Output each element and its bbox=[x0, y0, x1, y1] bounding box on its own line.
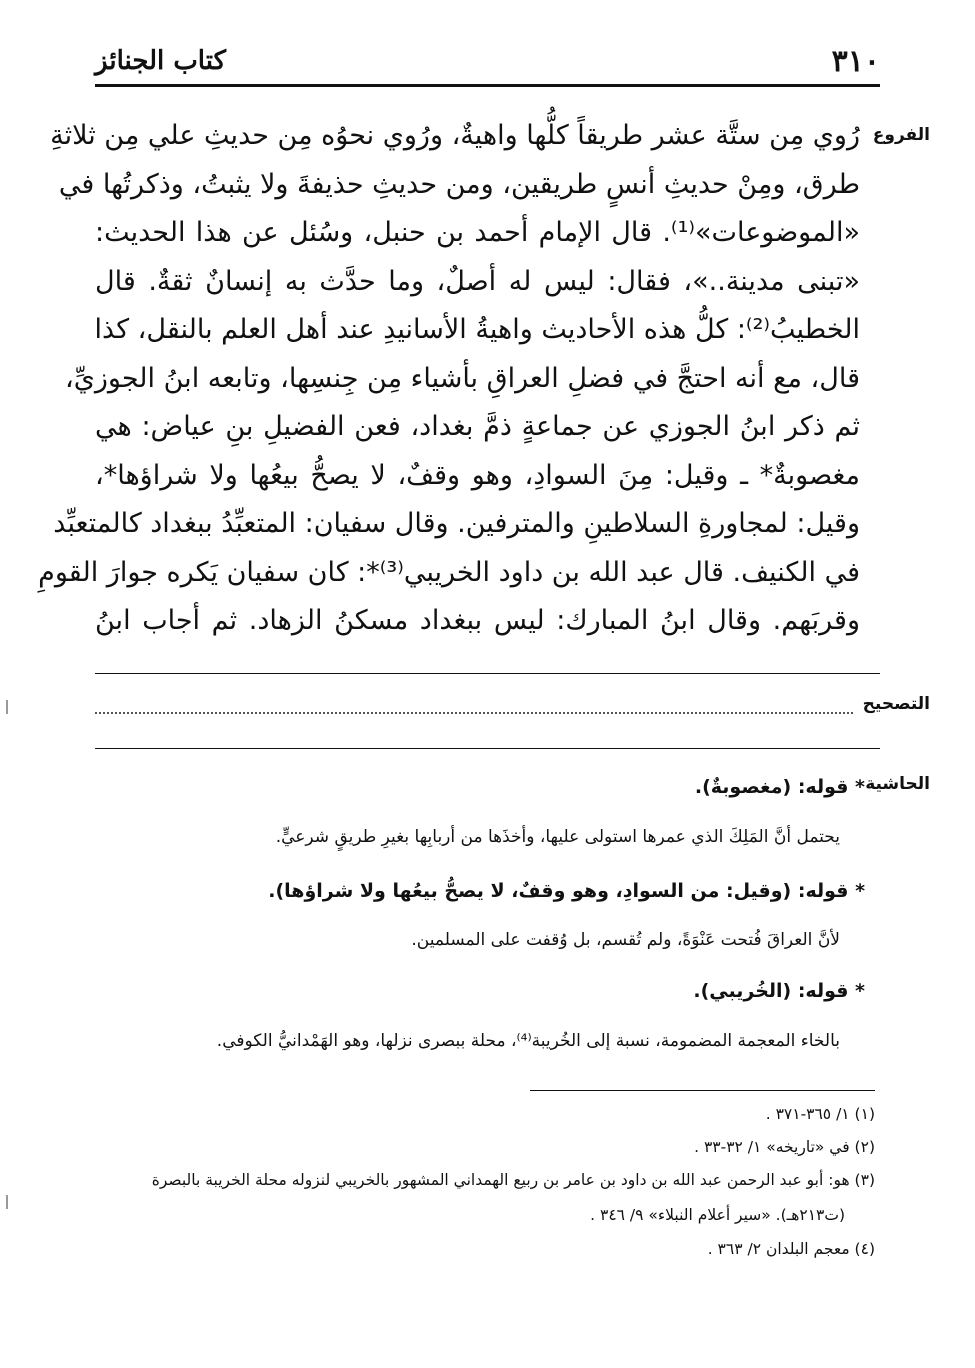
running-title: كتاب الجنائز bbox=[95, 46, 226, 76]
page-number: ٣١٠ bbox=[831, 44, 880, 79]
main-line: مغصوبةٌ* ـ وقيل: مِنَ السوادِ، وهو وقفٌ، لا يصحُّ بيعُها ولا شراؤها*، bbox=[95, 459, 860, 491]
header-rule bbox=[95, 84, 880, 87]
hashiya-explanation: بالخاء المعجمة المضمومة، نسبة إلى الخُريبة⁽⁴⁾، محلة ببصرى نزلها، وهو الهَمْدانيُّ الكوفي. bbox=[216, 1031, 840, 1051]
main-line: الخطيبُ⁽²⁾: كلُّ هذه الأحاديث واهيةُ الأسانيدِ عند أهل العلم بالنقل، كذا bbox=[94, 314, 860, 345]
main-line: رُوي مِن ستَّة عشر طريقاً كلُّها واهيةٌ، ورُوي نحوُه مِن حديثِ علي مِن ثلاثةِ bbox=[50, 120, 860, 151]
main-line: طرق، ومِنْ حديثِ أنسٍ طريقين، ومن حديثِ حذيفةَ ولا يثبتُ، وذكرتُها في bbox=[58, 168, 860, 200]
main-line: «تبنى مدينة..»، فقال: ليس له أصلٌ، وما حدَّث به إنسانٌ ثقةٌ. قال bbox=[95, 265, 860, 297]
footnote-continuation: (ت٢١٣هـ). «سير أعلام النبلاء» ٩/ ٣٤٦ . bbox=[590, 1206, 845, 1224]
hashiya-quote: * قوله: (وقيل: من السوادِ، وهو وقفٌ، لا يصحُّ بيعُها ولا شراؤها). bbox=[268, 880, 865, 902]
page-header bbox=[95, 40, 880, 80]
scan-margin-mark bbox=[6, 1195, 8, 1209]
hashiya-explanation: لأنَّ العراقَ فُتحت عَنْوَةً، ولم تُقسم، بل وُقفت على المسلمين. bbox=[411, 930, 840, 950]
section-label-furu: الفروع bbox=[872, 125, 930, 145]
section-label-tashih: التصحيح bbox=[862, 694, 930, 714]
main-text bbox=[38, 112, 860, 646]
hashiya-quote: * قوله: (مغصوبةٌ). bbox=[694, 776, 865, 798]
main-line: في الكنيف. قال عبد الله بن داود الخريبي⁽³⁾*: كان سفيان يَكره جوارَ القومِ bbox=[38, 556, 860, 588]
main-line: وقربَهم. وقال ابنُ المبارك: ليس ببغداد مسكنُ الزهاد. ثم أجاب ابنُ bbox=[95, 605, 860, 636]
main-line: وقيل: لمجاورةِ السلاطينِ والمترفين. وقال سفيان: المتعبِّدُ ببغداد كالمتعبِّد bbox=[53, 508, 860, 539]
hashiya-quote: * قوله: (الخُريبي). bbox=[693, 980, 865, 1002]
footnote-rule bbox=[530, 1090, 875, 1091]
main-line: قال، مع أنه احتجَّ في فضلِ العراقِ بأشياء مِن جِنسِها، وتابعه ابنُ الجوزيِّ، bbox=[65, 362, 860, 394]
tashih-dotted-line bbox=[95, 712, 853, 714]
main-line: ثم ذكر ابنُ الجوزي عن جماعةٍ ذمَّ بغداد، فعن الفضيلِ بنِ عياض: هي bbox=[95, 411, 860, 442]
main-line: «الموضوعات»⁽¹⁾. قال الإمام أحمد بن حنبل، وسُئل عن هذا الحديث: bbox=[95, 217, 860, 248]
footnote: (٤) معجم البلدان ٢/ ٣٦٣ . bbox=[707, 1240, 875, 1258]
scan-margin-mark bbox=[6, 700, 8, 714]
tashih-rule bbox=[95, 748, 880, 749]
hashiya-explanation: يحتمل أنَّ المَلِكَ الذي عمرها استولى عليها، وأخذَها من أربابِها بغيرِ طريقٍ شرعيٍّ. bbox=[275, 827, 840, 847]
main-text-rule bbox=[95, 673, 880, 674]
footnote: (٣) هو: أبو عبد الرحمن عبد الله بن داود بن عامر بن ربيع الهمداني المشهور بالخريبي لنزوله محلة الخريبة بالبصرة bbox=[151, 1171, 875, 1189]
section-label-hashiya: الحاشية bbox=[865, 774, 930, 794]
footnote: (١) ١/ ٣٦٥-٣٧١ . bbox=[765, 1105, 875, 1123]
footnote: (٢) في «تاريخه» ١/ ٣٢-٣٣ . bbox=[694, 1138, 875, 1156]
